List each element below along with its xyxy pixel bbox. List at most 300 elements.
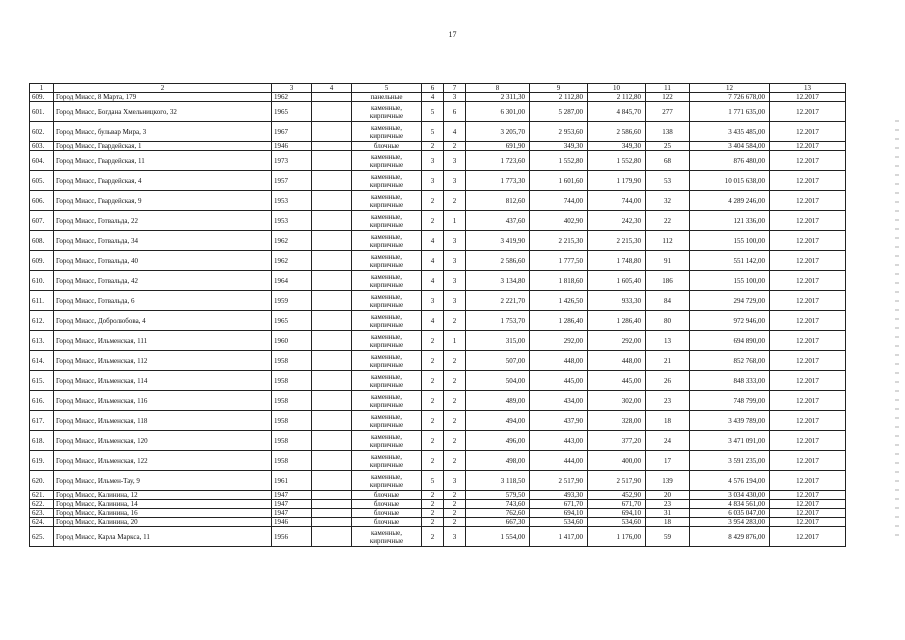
wall-material-cell: блочные: [352, 509, 422, 518]
total-area-cell: 3 205,70: [466, 122, 530, 142]
row-number: 609.: [30, 251, 54, 271]
residential-area-cell: 534,60: [588, 518, 646, 527]
wall-material-cell: блочные: [352, 500, 422, 509]
floors-cell: 2: [422, 351, 444, 371]
floors-cell: 2: [422, 391, 444, 411]
empty-cell: [312, 102, 352, 122]
residents-cell: 186: [646, 271, 690, 291]
date-cell: 12.2017: [770, 471, 846, 491]
year-cell: 1947: [272, 509, 312, 518]
wall-material-cell: каменные, кирпичные: [352, 311, 422, 331]
empty-cell: [312, 371, 352, 391]
date-cell: 12.2017: [770, 122, 846, 142]
date-cell: 12.2017: [770, 509, 846, 518]
residents-cell: 23: [646, 500, 690, 509]
residential-area-cell: 1 176,00: [588, 527, 646, 547]
residential-area-cell: 292,00: [588, 331, 646, 351]
entrances-cell: 2: [444, 500, 466, 509]
residents-cell: 31: [646, 509, 690, 518]
residential-area-cell: 1 286,40: [588, 311, 646, 331]
year-cell: 1947: [272, 500, 312, 509]
entrances-cell: 2: [444, 351, 466, 371]
cost-cell: 748 799,00: [690, 391, 770, 411]
date-cell: 12.2017: [770, 518, 846, 527]
wall-material-cell: каменные, кирпичные: [352, 251, 422, 271]
row-number: 621.: [30, 491, 54, 500]
table-row: [30, 171, 846, 191]
address-cell: Город Миасс, Готвальда, 40: [54, 251, 272, 271]
cost-cell: 4 834 561,00: [690, 500, 770, 509]
floors-cell: 4: [422, 311, 444, 331]
date-cell: 12.2017: [770, 311, 846, 331]
floors-cell: 2: [422, 211, 444, 231]
address-cell: Город Миасс, Готвальда, 34: [54, 231, 272, 251]
empty-cell: [312, 122, 352, 142]
table-row: [30, 518, 846, 527]
wall-material-cell: каменные, кирпичные: [352, 371, 422, 391]
residential-area-cell: 377,20: [588, 431, 646, 451]
table-row: [30, 509, 846, 518]
living-area-cell: 1 417,00: [530, 527, 588, 547]
total-area-cell: 504,00: [466, 371, 530, 391]
row-number: 622.: [30, 500, 54, 509]
cost-cell: 10 015 638,00: [690, 171, 770, 191]
floors-cell: 3: [422, 291, 444, 311]
living-area-cell: 445,00: [530, 371, 588, 391]
living-area-cell: 534,60: [530, 518, 588, 527]
year-cell: 1947: [272, 491, 312, 500]
date-cell: 12.2017: [770, 271, 846, 291]
address-cell: Город Миасс, Гвардейская, 4: [54, 171, 272, 191]
residents-cell: 139: [646, 471, 690, 491]
empty-cell: [312, 527, 352, 547]
header-cell: 13: [770, 84, 846, 93]
total-area-cell: 3 118,50: [466, 471, 530, 491]
row-number: 606.: [30, 191, 54, 211]
residents-cell: 80: [646, 311, 690, 331]
wall-material-cell: каменные, кирпичные: [352, 527, 422, 547]
empty-cell: [312, 491, 352, 500]
address-cell: Город Миасс, бульвар Мира, 3: [54, 122, 272, 142]
year-cell: 1958: [272, 451, 312, 471]
cost-cell: 4 576 194,00: [690, 471, 770, 491]
living-area-cell: 1 601,60: [530, 171, 588, 191]
cost-cell: 848 333,00: [690, 371, 770, 391]
year-cell: 1973: [272, 151, 312, 171]
address-cell: Город Миасс, Ильменская, 122: [54, 451, 272, 471]
entrances-cell: 2: [444, 191, 466, 211]
wall-material-cell: каменные, кирпичные: [352, 231, 422, 251]
entrances-cell: 2: [444, 142, 466, 151]
floors-cell: 2: [422, 491, 444, 500]
wall-material-cell: каменные, кирпичные: [352, 171, 422, 191]
year-cell: 1953: [272, 211, 312, 231]
wall-material-cell: каменные, кирпичные: [352, 411, 422, 431]
entrances-cell: 3: [444, 291, 466, 311]
year-cell: 1958: [272, 411, 312, 431]
table-row: [30, 431, 846, 451]
header-cell: 5: [352, 84, 422, 93]
year-cell: 1956: [272, 527, 312, 547]
empty-cell: [312, 191, 352, 211]
wall-material-cell: каменные, кирпичные: [352, 391, 422, 411]
cost-cell: 155 100,00: [690, 271, 770, 291]
cost-cell: 8 429 876,00: [690, 527, 770, 547]
address-cell: Город Миасс, Карла Маркса, 11: [54, 527, 272, 547]
residents-cell: 13: [646, 331, 690, 351]
cost-cell: 3 404 584,00: [690, 142, 770, 151]
header-cell: 3: [272, 84, 312, 93]
header-cell: 8: [466, 84, 530, 93]
year-cell: 1965: [272, 311, 312, 331]
residential-area-cell: 671,70: [588, 500, 646, 509]
residential-area-cell: 1 179,90: [588, 171, 646, 191]
address-cell: Город Миасс, 8 Марта, 179: [54, 93, 272, 102]
floors-cell: 4: [422, 251, 444, 271]
cost-cell: 876 480,00: [690, 151, 770, 171]
entrances-cell: 2: [444, 509, 466, 518]
living-area-cell: 292,00: [530, 331, 588, 351]
residential-area-cell: 1 605,40: [588, 271, 646, 291]
cost-cell: 3 954 283,00: [690, 518, 770, 527]
address-cell: Город Миасс, Гвардейская, 11: [54, 151, 272, 171]
empty-cell: [312, 211, 352, 231]
table-row: [30, 500, 846, 509]
year-cell: 1967: [272, 122, 312, 142]
total-area-cell: 507,00: [466, 351, 530, 371]
entrances-cell: 3: [444, 471, 466, 491]
entrances-cell: 3: [444, 527, 466, 547]
date-cell: 12.2017: [770, 431, 846, 451]
row-number: 619.: [30, 451, 54, 471]
residential-area-cell: 328,00: [588, 411, 646, 431]
date-cell: 12.2017: [770, 171, 846, 191]
residents-cell: 18: [646, 518, 690, 527]
year-cell: 1962: [272, 93, 312, 102]
address-cell: Город Миасс, Готвальда, 6: [54, 291, 272, 311]
wall-material-cell: блочные: [352, 518, 422, 527]
table-row: [30, 102, 846, 122]
residents-cell: 122: [646, 93, 690, 102]
table-row: [30, 491, 846, 500]
table-row: [30, 527, 846, 547]
wall-material-cell: каменные, кирпичные: [352, 291, 422, 311]
living-area-cell: 1 286,40: [530, 311, 588, 331]
table-row: [30, 311, 846, 331]
residential-area-cell: 452,90: [588, 491, 646, 500]
floors-cell: 4: [422, 231, 444, 251]
total-area-cell: 762,60: [466, 509, 530, 518]
residents-cell: 91: [646, 251, 690, 271]
cost-cell: 4 289 246,00: [690, 191, 770, 211]
floors-cell: 2: [422, 191, 444, 211]
year-cell: 1946: [272, 142, 312, 151]
residents-cell: 277: [646, 102, 690, 122]
entrances-cell: 4: [444, 122, 466, 142]
entrances-cell: 1: [444, 331, 466, 351]
floors-cell: 3: [422, 151, 444, 171]
year-cell: 1962: [272, 231, 312, 251]
row-number: 605.: [30, 171, 54, 191]
residential-area-cell: 349,30: [588, 142, 646, 151]
living-area-cell: 2 953,60: [530, 122, 588, 142]
cost-cell: 3 435 485,00: [690, 122, 770, 142]
row-number: 618.: [30, 431, 54, 451]
row-number: 625.: [30, 527, 54, 547]
residents-cell: 20: [646, 491, 690, 500]
row-number: 602.: [30, 122, 54, 142]
date-cell: 12.2017: [770, 93, 846, 102]
residential-area-cell: 1 552,80: [588, 151, 646, 171]
empty-cell: [312, 311, 352, 331]
entrances-cell: 3: [444, 151, 466, 171]
residential-area-cell: 302,00: [588, 391, 646, 411]
residential-area-cell: 445,00: [588, 371, 646, 391]
floors-cell: 2: [422, 527, 444, 547]
header-cell: 11: [646, 84, 690, 93]
floors-cell: 2: [422, 431, 444, 451]
page-number: 17: [448, 30, 457, 39]
empty-cell: [312, 93, 352, 102]
total-area-cell: 1 554,00: [466, 527, 530, 547]
wall-material-cell: каменные, кирпичные: [352, 351, 422, 371]
year-cell: 1958: [272, 391, 312, 411]
row-number: 608.: [30, 231, 54, 251]
row-number: 623.: [30, 509, 54, 518]
year-cell: 1953: [272, 191, 312, 211]
row-number: 615.: [30, 371, 54, 391]
entrances-cell: 2: [444, 391, 466, 411]
year-cell: 1946: [272, 518, 312, 527]
residential-area-cell: 2 586,60: [588, 122, 646, 142]
row-number: 611.: [30, 291, 54, 311]
row-number: 609.: [30, 93, 54, 102]
residential-area-cell: 744,00: [588, 191, 646, 211]
table-row: [30, 231, 846, 251]
table-row: [30, 191, 846, 211]
wall-material-cell: каменные, кирпичные: [352, 431, 422, 451]
cost-cell: 972 946,00: [690, 311, 770, 331]
header-cell: 1: [30, 84, 54, 93]
table-row: [30, 211, 846, 231]
row-number: 603.: [30, 142, 54, 151]
address-cell: Город Миасс, Калинина, 14: [54, 500, 272, 509]
table-row: [30, 331, 846, 351]
table-row: [30, 291, 846, 311]
residential-area-cell: 1 748,80: [588, 251, 646, 271]
date-cell: 12.2017: [770, 411, 846, 431]
floors-cell: 2: [422, 142, 444, 151]
date-cell: 12.2017: [770, 491, 846, 500]
total-area-cell: 3 134,80: [466, 271, 530, 291]
year-cell: 1958: [272, 431, 312, 451]
entrances-cell: 3: [444, 93, 466, 102]
total-area-cell: 315,00: [466, 331, 530, 351]
address-cell: Город Миасс, Готвальда, 22: [54, 211, 272, 231]
entrances-cell: 1: [444, 211, 466, 231]
header-cell: 9: [530, 84, 588, 93]
living-area-cell: 744,00: [530, 191, 588, 211]
living-area-cell: 1 818,60: [530, 271, 588, 291]
address-cell: Город Миасс, Ильменская, 112: [54, 351, 272, 371]
residents-cell: 84: [646, 291, 690, 311]
total-area-cell: 3 419,90: [466, 231, 530, 251]
entrances-cell: 3: [444, 251, 466, 271]
residents-cell: 24: [646, 431, 690, 451]
header-cell: 4: [312, 84, 352, 93]
total-area-cell: 496,00: [466, 431, 530, 451]
address-cell: Город Миасс, Ильменская, 114: [54, 371, 272, 391]
residents-cell: 68: [646, 151, 690, 171]
residents-cell: 53: [646, 171, 690, 191]
residential-area-cell: 2 112,80: [588, 93, 646, 102]
empty-cell: [312, 351, 352, 371]
date-cell: 12.2017: [770, 451, 846, 471]
total-area-cell: 667,30: [466, 518, 530, 527]
year-cell: 1958: [272, 351, 312, 371]
floors-cell: 2: [422, 371, 444, 391]
cost-cell: 551 142,00: [690, 251, 770, 271]
table-row: [30, 93, 846, 102]
total-area-cell: 2 221,70: [466, 291, 530, 311]
empty-cell: [312, 291, 352, 311]
total-area-cell: 437,60: [466, 211, 530, 231]
wall-material-cell: блочные: [352, 142, 422, 151]
table-row: [30, 122, 846, 142]
floors-cell: 4: [422, 271, 444, 291]
floors-cell: 2: [422, 451, 444, 471]
living-area-cell: 493,30: [530, 491, 588, 500]
year-cell: 1965: [272, 102, 312, 122]
table-row: [30, 351, 846, 371]
year-cell: 1958: [272, 371, 312, 391]
year-cell: 1959: [272, 291, 312, 311]
date-cell: 12.2017: [770, 251, 846, 271]
empty-cell: [312, 151, 352, 171]
table-row: [30, 391, 846, 411]
cost-cell: 121 336,00: [690, 211, 770, 231]
residents-cell: 138: [646, 122, 690, 142]
date-cell: 12.2017: [770, 211, 846, 231]
living-area-cell: 434,00: [530, 391, 588, 411]
residential-area-cell: 933,30: [588, 291, 646, 311]
cost-cell: 3 471 091,00: [690, 431, 770, 451]
entrances-cell: 3: [444, 231, 466, 251]
living-area-cell: 349,30: [530, 142, 588, 151]
cost-cell: 6 035 047,00: [690, 509, 770, 518]
date-cell: 12.2017: [770, 291, 846, 311]
floors-cell: 2: [422, 411, 444, 431]
entrances-cell: 2: [444, 371, 466, 391]
empty-cell: [312, 171, 352, 191]
date-cell: 12.2017: [770, 142, 846, 151]
residents-cell: 59: [646, 527, 690, 547]
date-cell: 12.2017: [770, 331, 846, 351]
residential-area-cell: 2 215,30: [588, 231, 646, 251]
floors-cell: 3: [422, 171, 444, 191]
empty-cell: [312, 509, 352, 518]
total-area-cell: 743,60: [466, 500, 530, 509]
date-cell: 12.2017: [770, 371, 846, 391]
living-area-cell: 1 777,50: [530, 251, 588, 271]
cost-cell: 852 768,00: [690, 351, 770, 371]
address-cell: Город Миасс, Ильменская, 111: [54, 331, 272, 351]
living-area-cell: 1 552,80: [530, 151, 588, 171]
total-area-cell: 1 773,30: [466, 171, 530, 191]
residential-area-cell: 694,10: [588, 509, 646, 518]
total-area-cell: 489,00: [466, 391, 530, 411]
header-cell: 12: [690, 84, 770, 93]
living-area-cell: 2 517,90: [530, 471, 588, 491]
total-area-cell: 579,50: [466, 491, 530, 500]
residents-cell: 22: [646, 211, 690, 231]
table-row: [30, 251, 846, 271]
table-row: [30, 411, 846, 431]
floors-cell: 2: [422, 518, 444, 527]
residents-cell: 32: [646, 191, 690, 211]
entrances-cell: 2: [444, 311, 466, 331]
entrances-cell: 2: [444, 431, 466, 451]
floors-cell: 5: [422, 102, 444, 122]
header-cell: 2: [54, 84, 272, 93]
empty-cell: [312, 231, 352, 251]
date-cell: 12.2017: [770, 351, 846, 371]
floors-cell: 4: [422, 93, 444, 102]
entrances-cell: 2: [444, 411, 466, 431]
table-row: [30, 271, 846, 291]
empty-cell: [312, 142, 352, 151]
cost-cell: 3 034 430,00: [690, 491, 770, 500]
wall-material-cell: каменные, кирпичные: [352, 102, 422, 122]
cost-cell: 294 729,00: [690, 291, 770, 311]
empty-cell: [312, 500, 352, 509]
residential-area-cell: 4 845,70: [588, 102, 646, 122]
living-area-cell: 444,00: [530, 451, 588, 471]
address-cell: Город Миасс, Богдана Хмельницкого, 32: [54, 102, 272, 122]
wall-material-cell: каменные, кирпичные: [352, 191, 422, 211]
residents-cell: 23: [646, 391, 690, 411]
total-area-cell: 6 301,00: [466, 102, 530, 122]
row-number: 620.: [30, 471, 54, 491]
address-cell: Город Миасс, Гвардейская, 9: [54, 191, 272, 211]
address-cell: Город Миасс, Ильменская, 116: [54, 391, 272, 411]
living-area-cell: 2 112,80: [530, 93, 588, 102]
entrances-cell: 2: [444, 491, 466, 500]
entrances-cell: 2: [444, 518, 466, 527]
address-cell: Город Миасс, Калинина, 16: [54, 509, 272, 518]
residents-cell: 21: [646, 351, 690, 371]
wall-material-cell: каменные, кирпичные: [352, 331, 422, 351]
cost-cell: 3 591 235,00: [690, 451, 770, 471]
table-row: [30, 371, 846, 391]
living-area-cell: 443,00: [530, 431, 588, 451]
date-cell: 12.2017: [770, 231, 846, 251]
year-cell: 1962: [272, 251, 312, 271]
total-area-cell: 2 586,60: [466, 251, 530, 271]
total-area-cell: 1 723,60: [466, 151, 530, 171]
row-number: 617.: [30, 411, 54, 431]
living-area-cell: 694,10: [530, 509, 588, 518]
floors-cell: 2: [422, 500, 444, 509]
residential-area-cell: 2 517,90: [588, 471, 646, 491]
table-row: [30, 151, 846, 171]
floors-cell: 5: [422, 122, 444, 142]
address-cell: Город Миасс, Гвардейская, 1: [54, 142, 272, 151]
year-cell: 1960: [272, 331, 312, 351]
address-cell: Город Миасс, Калинина, 12: [54, 491, 272, 500]
residential-area-cell: 448,00: [588, 351, 646, 371]
row-number: 614.: [30, 351, 54, 371]
